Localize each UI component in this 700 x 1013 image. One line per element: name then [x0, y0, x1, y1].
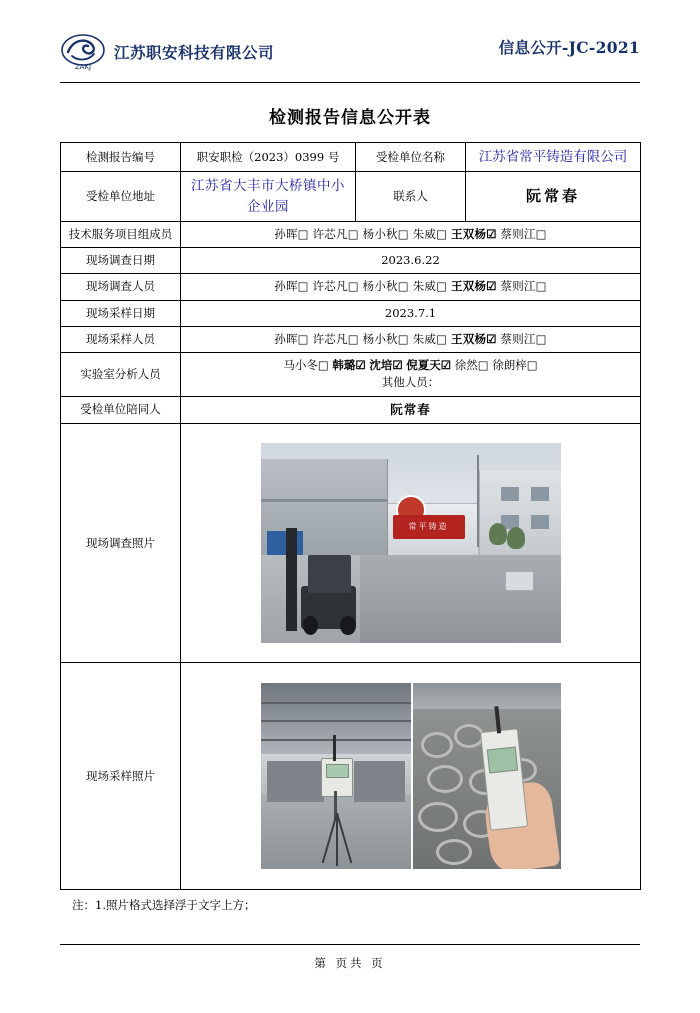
company-name: 江苏职安科技有限公司: [114, 43, 275, 62]
staff-item: 朱威□: [412, 331, 448, 346]
document-header: [60, 24, 640, 80]
table-row: [61, 396, 641, 424]
staff-item: 王双杨☑: [451, 331, 497, 346]
survey-photo-cell: [181, 424, 641, 663]
table-row: [61, 221, 641, 247]
factory-sign: 常平铸造: [393, 515, 465, 539]
client-value: 江苏省常平铸造有限公司: [466, 143, 641, 172]
staff-item: 许芯凡□: [312, 331, 359, 346]
address-label: 受检单位地址: [61, 172, 181, 222]
sample-photo-label: 现场采样照片: [61, 663, 181, 890]
sample-staff-label: 现场采样人员: [61, 326, 181, 352]
staff-item: 蔡则江□: [500, 279, 547, 294]
report-info-table: [60, 142, 641, 890]
document-page: [0, 24, 700, 1013]
team-members: [181, 221, 641, 247]
accompany-label: 受检单位陪同人: [61, 396, 181, 424]
svg-text:ZAKJ: ZAKJ: [74, 63, 92, 71]
client-label: 受检单位名称: [356, 143, 466, 172]
accompany-value: 阮常春: [181, 396, 641, 424]
staff-item: 许芯凡□: [312, 279, 359, 294]
staff-item: 孙晖□: [274, 226, 309, 241]
document-code: 信息公开-JC-2021: [498, 38, 640, 57]
sample-photo-castings: [413, 683, 561, 869]
lab-staff-line: [185, 357, 636, 374]
sample-photo-cell: [181, 663, 641, 890]
table-row: [61, 300, 641, 326]
staff-item: 杨小秋□: [362, 331, 409, 346]
table-row: [61, 248, 641, 274]
forklift: [285, 523, 375, 635]
team-label: 技术服务项目组成员: [61, 221, 181, 247]
contact-label: 联系人: [356, 172, 466, 222]
logo-icon: [60, 32, 106, 72]
company-logo: [60, 32, 274, 72]
sample-date-value: 2023.7.1: [181, 300, 641, 326]
staff-item: 蔡则江□: [500, 226, 547, 241]
survey-date-value: 2023.6.22: [181, 248, 641, 274]
table-note: 注：1.照片格式选择浮于文字上方；: [72, 898, 256, 913]
sample-date-label: 现场采样日期: [61, 300, 181, 326]
sample-staff-members: [181, 326, 641, 352]
address-value: 江苏省大丰市大桥镇中小企业园: [181, 172, 356, 222]
staff-item: 许芯凡□: [312, 226, 359, 241]
lab-staff-label: 实验室分析人员: [61, 353, 181, 397]
lab-others-label: 其他人员：: [381, 375, 440, 390]
survey-staff-members: [181, 274, 641, 300]
table-row-sample-photo: [61, 663, 641, 890]
page-title: 检测报告信息公开表: [269, 108, 431, 128]
staff-item: 朱威□: [412, 279, 448, 294]
survey-date-label: 现场调查日期: [61, 248, 181, 274]
sample-photo-workshop: [261, 683, 411, 869]
footer-divider: [60, 944, 640, 945]
lab-item: 马小冬□: [283, 358, 329, 372]
lab-item: 沈培☑: [369, 358, 403, 372]
sample-photo-images: [261, 683, 561, 869]
report-no-label: 检测报告编号: [61, 143, 181, 172]
survey-staff-label: 现场调查人员: [61, 274, 181, 300]
contact-value: 阮常春: [466, 172, 641, 222]
table-row: [61, 326, 641, 352]
table-row-survey-photo: [61, 424, 641, 663]
page-number: 第 页共 页: [314, 956, 386, 970]
header-divider: [60, 82, 640, 83]
document-footer: [60, 944, 640, 971]
staff-item: 孙晖□: [274, 331, 309, 346]
staff-item: 杨小秋□: [362, 279, 409, 294]
table-row: [61, 353, 641, 397]
table-row: [61, 143, 641, 172]
table-row: [61, 172, 641, 222]
staff-item: 朱威□: [412, 226, 448, 241]
staff-item: 杨小秋□: [362, 226, 409, 241]
lab-staff-members: [181, 353, 641, 397]
survey-photo-label: 现场调查照片: [61, 424, 181, 663]
staff-item: 蔡则江□: [500, 331, 547, 346]
staff-item: 王双杨☑: [451, 226, 497, 241]
staff-item: 王双杨☑: [451, 279, 497, 294]
lab-item: 徐朗梓□: [492, 358, 538, 372]
lab-item: 倪夏天☑: [406, 358, 452, 372]
table-row: [61, 274, 641, 300]
lab-item: 韩璐☑: [332, 358, 366, 372]
staff-item: 孙晖□: [274, 279, 309, 294]
report-no-value: 职安职检（2023）0399 号: [181, 143, 356, 172]
survey-photo-image: [261, 443, 561, 643]
lab-item: 徐然□: [454, 358, 489, 372]
photo-box: [185, 683, 636, 869]
photo-box: [185, 443, 636, 643]
